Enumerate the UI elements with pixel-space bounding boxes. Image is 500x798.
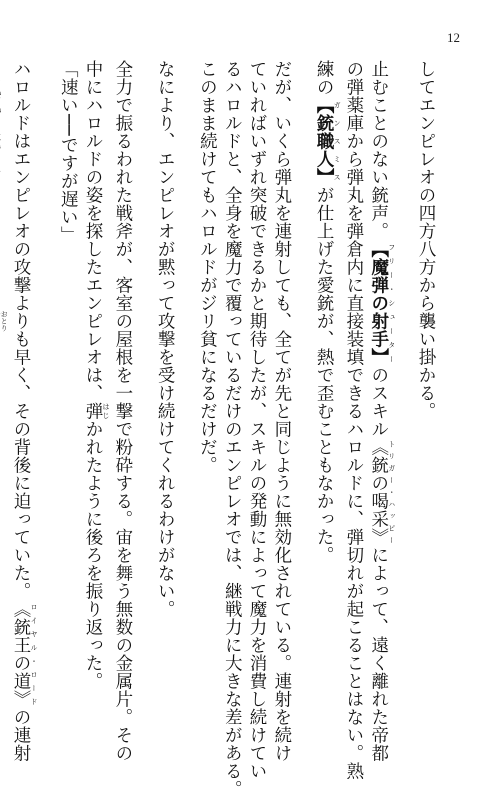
ruby-term: 《銃の喝采》 トリガー・ハッピー (368, 438, 396, 546)
text-segment: の連射 (10, 708, 31, 762)
text-segment: 中にハロルドの姿を探したエンピレオは、 (83, 60, 104, 402)
page-number: 12 (447, 30, 460, 45)
text-line (55, 60, 80, 660)
text-line (366, 60, 396, 762)
ruby-term: 【銃職人】 ガンスミス (314, 96, 342, 186)
text-segment: 全力で振るわれた戦斧が、客室の屋根を一撃で粉砕する。宙を舞う無数の金属片。その (112, 60, 133, 762)
text-segment: して (416, 60, 436, 96)
text-segment (0, 60, 1, 312)
text-segment: だが、いくら弾丸を連射しても、全てが先と同じように無効化されている。連射を続け (271, 60, 292, 762)
text-line (413, 60, 438, 660)
ruby-term: 【魔弾の射手】 フリー・シューター (368, 240, 396, 366)
text-segment: 止むことのない銃声。 (368, 60, 389, 240)
text-segment: 「速い──ですが遅い」 (58, 60, 79, 245)
text-segment: ていればいずれ突破できるかと期待したが、スキルの発動によって魔力を消費し続けてい (247, 60, 268, 780)
text-line (219, 60, 244, 798)
ruby-reading: ロイヤル・ロード (29, 600, 38, 708)
text-segment: によって、遠く離れた帝都 (368, 546, 389, 762)
text-segment: 練の (314, 60, 335, 96)
text-segment: のスキル (368, 366, 389, 438)
ruby-term (0, 310, 9, 332)
text-line (8, 60, 38, 762)
text-line (269, 60, 294, 762)
text-segment: ハロルドはエンピレオの攻撃よりも早く、その背後に迫っていた。 (10, 60, 31, 600)
ruby-reading: おとり (0, 310, 9, 332)
ruby-term: 《銃王の道》 ロイヤル・ロード (10, 600, 38, 708)
vertical-text-body (0, 60, 438, 798)
text-segment: エンピレオの四方八方から襲い掛かる。 (416, 96, 436, 420)
text-line (311, 60, 341, 660)
text-line (110, 60, 135, 762)
text-segment (0, 330, 1, 348)
ruby-reading: ガンスミス (333, 96, 342, 186)
ruby-term: 弾 はじ (83, 402, 111, 420)
text-line (80, 60, 111, 690)
text-segment: なにより、エンピレオが黙って攻撃を受け続けてくれるわけがない。 (155, 60, 176, 618)
ruby-reading: トリガー・ハッピー (387, 438, 396, 546)
text-segment: るハロルドと、全身を魔力で覆っているだけのエンピレオでは、継戦力に大きな差がある。 (222, 60, 243, 798)
text-segment: かれたように後ろを振り返った。 (83, 420, 104, 690)
ruby-reading: はじ (102, 402, 111, 420)
text-segment: このまま続けてもハロルドがジリ貧になるだけだ。 (197, 60, 218, 474)
ruby-reading: フリー・シューター (387, 240, 396, 366)
text-line (341, 60, 366, 780)
text-line (152, 60, 177, 660)
text-segment: の弾薬庫から弾丸を弾倉内に直接装填できるハロルドに、弾切れが起こることはない。熟 (343, 60, 364, 780)
text-line (195, 60, 220, 660)
text-line (0, 60, 8, 660)
text-line (244, 60, 269, 780)
text-segment: が仕上げた愛銃が、熱で歪むこともなかった。 (314, 186, 335, 564)
